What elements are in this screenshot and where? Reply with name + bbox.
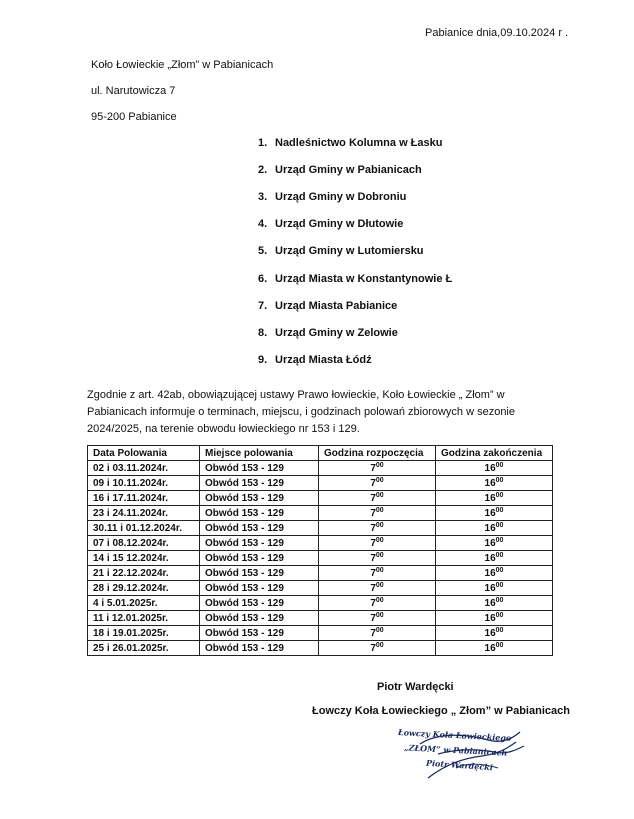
cell-place: Obwód 153 - 129: [200, 476, 319, 491]
start-hour: 7: [370, 628, 376, 639]
end-hour: 16: [484, 598, 496, 609]
start-minute: 00: [375, 477, 384, 484]
stamp-line: „ZŁOM” w Pabianicach: [403, 742, 508, 758]
table-row: [88, 566, 553, 581]
cell-start-time: [319, 551, 436, 566]
end-hour: 16: [484, 583, 496, 594]
cell-start-time: [319, 626, 436, 641]
cell-date: 28 i 29.12.2024r.: [88, 581, 200, 596]
end-hour: 16: [484, 523, 496, 534]
cell-date: 4 i 5.01.2025r.: [88, 596, 200, 611]
end-minute: 00: [495, 627, 504, 634]
column-header-start: Godzina rozpoczęcia: [319, 446, 436, 461]
end-hour: 16: [484, 538, 496, 549]
start-minute: 00: [375, 537, 384, 544]
start-hour: 7: [370, 523, 376, 534]
start-minute: 00: [375, 507, 384, 514]
end-hour: 16: [484, 628, 496, 639]
cell-start-time: [319, 521, 436, 536]
end-minute: 00: [495, 462, 504, 469]
cell-place: Obwód 153 - 129: [200, 551, 319, 566]
end-hour: 16: [484, 553, 496, 564]
cell-date: 09 i 10.11.2024r.: [88, 476, 200, 491]
column-header-end: Godzina zakończenia: [436, 446, 553, 461]
recipient-item: [258, 327, 398, 339]
end-minute: 00: [495, 492, 504, 499]
recipient-name: Urząd Gminy w Pabianicach: [275, 164, 422, 176]
cell-date: 07 i 08.12.2024r.: [88, 536, 200, 551]
start-minute: 00: [375, 552, 384, 559]
recipient-number: 3.: [258, 191, 268, 203]
cell-end-time: [436, 611, 553, 626]
cell-date: 14 i 15 12.2024r.: [88, 551, 200, 566]
cell-start-time: [319, 476, 436, 491]
table-row: [88, 521, 553, 536]
cell-date: 02 i 03.11.2024r.: [88, 461, 200, 476]
recipient-name: Urząd Gminy w Dłutowie: [275, 218, 404, 230]
recipient-item: [258, 245, 424, 257]
cell-start-time: [319, 461, 436, 476]
cell-start-time: [319, 506, 436, 521]
cell-end-time: [436, 491, 553, 506]
cell-date: 18 i 19.01.2025r.: [88, 626, 200, 641]
cell-end-time: [436, 596, 553, 611]
cell-place: Obwód 153 - 129: [200, 611, 319, 626]
recipient-number: 7.: [258, 300, 268, 312]
cell-end-time: [436, 536, 553, 551]
signatory-name: Piotr Wardęcki: [377, 681, 454, 693]
signatory-title: Łowczy Koła Łowieckiego „ Złom” w Pabianicach: [312, 705, 570, 717]
end-minute: 00: [495, 537, 504, 544]
end-minute: 00: [495, 582, 504, 589]
start-minute: 00: [375, 567, 384, 574]
recipient-name: Urząd Miasta w Konstantynowie Ł: [275, 273, 453, 285]
table-row: [88, 611, 553, 626]
cell-start-time: [319, 641, 436, 656]
recipient-number: 9.: [258, 354, 268, 366]
column-header-date: Data Polowania: [88, 446, 200, 461]
cell-start-time: [319, 566, 436, 581]
stamp-line: Łowczy Koła Łowieckiego: [397, 727, 512, 743]
recipient-number: 5.: [258, 245, 268, 257]
end-minute: 00: [495, 552, 504, 559]
start-hour: 7: [370, 463, 376, 474]
cell-start-time: [319, 596, 436, 611]
recipient-name: Urząd Miasta Pabianice: [275, 300, 398, 312]
cell-place: Obwód 153 - 129: [200, 641, 319, 656]
start-hour: 7: [370, 508, 376, 519]
start-hour: 7: [370, 598, 376, 609]
cell-end-time: [436, 461, 553, 476]
stamp-line: Piotr Wardęcki: [425, 757, 494, 773]
recipient-item: [258, 164, 422, 176]
end-hour: 16: [484, 568, 496, 579]
recipient-name: Nadleśnictwo Kolumna w Łasku: [275, 137, 443, 149]
cell-end-time: [436, 626, 553, 641]
cell-place: Obwód 153 - 129: [200, 521, 319, 536]
recipient-number: 2.: [258, 164, 268, 176]
start-hour: 7: [370, 613, 376, 624]
cell-date: 23 i 24.11.2024r.: [88, 506, 200, 521]
table-row: [88, 461, 553, 476]
end-hour: 16: [484, 478, 496, 489]
start-minute: 00: [375, 642, 384, 649]
recipient-name: Urząd Gminy w Zelowie: [275, 327, 398, 339]
recipient-number: 6.: [258, 273, 268, 285]
table-row: [88, 641, 553, 656]
start-hour: 7: [370, 538, 376, 549]
start-minute: 00: [375, 492, 384, 499]
start-hour: 7: [370, 478, 376, 489]
cell-start-time: [319, 581, 436, 596]
cell-place: Obwód 153 - 129: [200, 461, 319, 476]
recipient-name: Urząd Gminy w Dobroniu: [275, 191, 407, 203]
cell-end-time: [436, 581, 553, 596]
end-minute: 00: [495, 597, 504, 604]
recipient-name: Urząd Gminy w Lutomiersku: [275, 245, 424, 257]
cell-place: Obwód 153 - 129: [200, 506, 319, 521]
table-row: [88, 581, 553, 596]
signature-stamp: [398, 728, 538, 783]
cell-end-time: [436, 641, 553, 656]
cell-date: 21 i 22.12.2024r.: [88, 566, 200, 581]
recipient-number: 4.: [258, 218, 268, 230]
cell-end-time: [436, 551, 553, 566]
start-hour: 7: [370, 643, 376, 654]
cell-start-time: [319, 536, 436, 551]
recipient-item: [258, 191, 406, 203]
start-hour: 7: [370, 583, 376, 594]
cell-place: Obwód 153 - 129: [200, 536, 319, 551]
sender-street: ul. Narutowicza 7: [91, 85, 176, 97]
table-row: [88, 596, 553, 611]
cell-end-time: [436, 506, 553, 521]
table-row: [88, 491, 553, 506]
table-header-row: [88, 446, 553, 461]
cell-end-time: [436, 566, 553, 581]
cell-date: 16 i 17.11.2024r.: [88, 491, 200, 506]
end-hour: 16: [484, 508, 496, 519]
table-row: [88, 476, 553, 491]
document-date: Pabianice dnia,09.10.2024 r .: [425, 27, 569, 39]
start-minute: 00: [375, 627, 384, 634]
cell-end-time: [436, 476, 553, 491]
end-minute: 00: [495, 567, 504, 574]
cell-date: 25 i 26.01.2025r.: [88, 641, 200, 656]
start-minute: 00: [375, 612, 384, 619]
end-hour: 16: [484, 613, 496, 624]
sender-name: Koło Łowieckie „Złom” w Pabianicach: [91, 59, 274, 71]
table-row: [88, 506, 553, 521]
start-minute: 00: [375, 522, 384, 529]
table-row: [88, 551, 553, 566]
end-minute: 00: [495, 507, 504, 514]
recipient-item: [258, 273, 452, 285]
end-minute: 00: [495, 477, 504, 484]
intro-paragraph: Zgodnie z art. 42ab, obowiązującej ustawy Prawo łowieckie, Koło Łowieckie „ Złom” w Pabianicach informuje o terminach, miejscu, i godzinach polowań zbiorowych w sezonie 2024/2025, na terenie obwodu łowieckiego nr 153 i 129.: [87, 389, 515, 435]
cell-start-time: [319, 611, 436, 626]
start-hour: 7: [370, 493, 376, 504]
start-hour: 7: [370, 553, 376, 564]
end-minute: 00: [495, 642, 504, 649]
cell-place: Obwód 153 - 129: [200, 581, 319, 596]
recipient-name: Urząd Miasta Łódź: [275, 354, 372, 366]
table-row: [88, 626, 553, 641]
start-minute: 00: [375, 582, 384, 589]
recipient-number: 8.: [258, 327, 268, 339]
end-minute: 00: [495, 522, 504, 529]
start-hour: 7: [370, 568, 376, 579]
start-minute: 00: [375, 462, 384, 469]
recipient-item: [258, 300, 397, 312]
end-hour: 16: [484, 463, 496, 474]
cell-end-time: [436, 521, 553, 536]
sender-city: 95-200 Pabianice: [91, 111, 177, 123]
cell-start-time: [319, 491, 436, 506]
hunting-schedule-table: [87, 445, 553, 656]
cell-date: 30.11 i 01.12.2024r.: [88, 521, 200, 536]
cell-place: Obwód 153 - 129: [200, 596, 319, 611]
recipient-item: [258, 137, 442, 149]
column-header-place: Miejsce polowania: [200, 446, 319, 461]
recipient-item: [258, 354, 372, 366]
end-minute: 00: [495, 612, 504, 619]
cell-place: Obwód 153 - 129: [200, 566, 319, 581]
recipient-number: 1.: [258, 137, 268, 149]
cell-place: Obwód 153 - 129: [200, 491, 319, 506]
cell-place: Obwód 153 - 129: [200, 626, 319, 641]
recipient-item: [258, 218, 403, 230]
end-hour: 16: [484, 493, 496, 504]
cell-date: 11 i 12.01.2025r.: [88, 611, 200, 626]
start-minute: 00: [375, 597, 384, 604]
table-row: [88, 536, 553, 551]
end-hour: 16: [484, 643, 496, 654]
handwritten-signature: [398, 728, 538, 783]
